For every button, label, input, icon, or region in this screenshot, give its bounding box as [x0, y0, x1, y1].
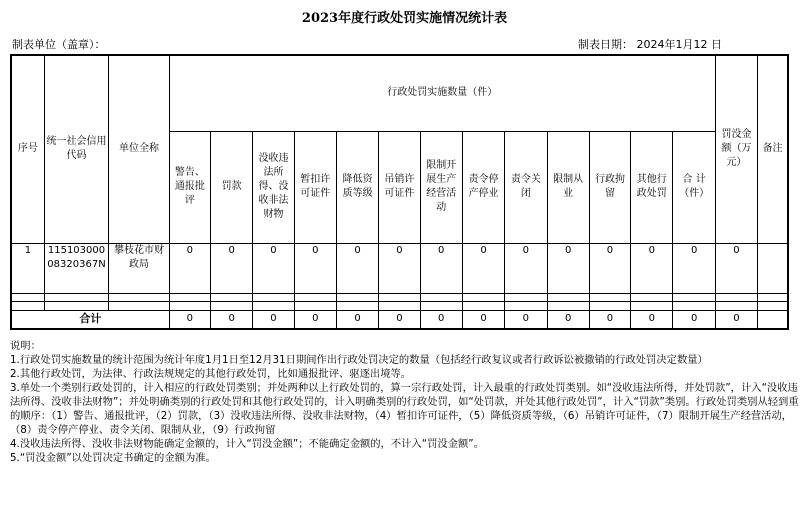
total-value: 0 — [505, 310, 547, 329]
page-title: 2023年度行政处罚实施情况统计表 — [301, 11, 508, 26]
header-confiscation: 罚没金额（万元） — [715, 55, 757, 243]
total-remark — [758, 310, 788, 329]
header-unit-name: 单位全称 — [109, 55, 169, 243]
total-value: 0 — [336, 310, 378, 329]
row-confiscation: 0 — [715, 243, 757, 293]
row-value: 0 — [505, 243, 547, 293]
header-category: 降低资质等级 — [336, 131, 378, 243]
total-row — [11, 310, 788, 329]
header-category: 限制开展生产经营活动 — [420, 131, 462, 243]
row-seq: 1 — [11, 243, 44, 293]
header-category: 责令停产停业 — [462, 131, 504, 243]
header-category: 限制从业 — [547, 131, 589, 243]
notes-section — [10, 339, 802, 465]
total-value: 0 — [462, 310, 504, 329]
note-item: 5.“罚没金额”以处罚决定书确定的金额为准。 — [10, 452, 216, 464]
total-confiscation: 0 — [715, 310, 757, 329]
row-value: 0 — [589, 243, 630, 293]
header-row-group — [11, 55, 788, 131]
total-value: 0 — [379, 310, 420, 329]
row-value: 0 — [462, 243, 504, 293]
total-label: 合计 — [11, 310, 169, 329]
row-remark — [758, 243, 788, 293]
header-category: 吊销许可证件 — [379, 131, 420, 243]
unit-label: 制表单位（盖章）： — [12, 38, 106, 51]
total-value: 0 — [631, 310, 673, 329]
row-value: 0 — [631, 243, 673, 293]
row-value: 0 — [420, 243, 462, 293]
row-value: 0 — [253, 243, 294, 293]
header-category: 行政拘留 — [589, 131, 630, 243]
table-row-empty — [11, 301, 788, 310]
header-penalty-count-group: 行政处罚实施数量（件） — [169, 55, 715, 131]
note-item: 2.其他行政处罚，为法律、行政法规规定的其他行政处罚，比如通报批评、驱逐出境等。 — [10, 368, 412, 380]
total-value: 0 — [211, 310, 253, 329]
note-item: 4.没收违法所得、没收非法财物能确定金额的，计入“罚没金额”；不能确定金额的，不计入“罚没金额”。 — [10, 438, 484, 450]
header-seq: 序号 — [11, 55, 44, 243]
total-value: 0 — [294, 310, 336, 329]
total-value: 0 — [673, 310, 715, 329]
row-unit-name: 攀枝花市财政局 — [109, 243, 169, 293]
table-row — [11, 243, 788, 293]
total-value: 0 — [169, 310, 210, 329]
header-category: 合 计（件） — [673, 131, 715, 243]
row-value: 0 — [294, 243, 336, 293]
row-value: 0 — [547, 243, 589, 293]
row-value: 0 — [336, 243, 378, 293]
header-credit-code: 统一社会信用代码 — [44, 55, 108, 243]
note-item: 3.单处一个类别行政处罚的，计入相应的行政处罚类别；并处两种以上行政处罚的，算一宗行政处罚，计入最重的行政处罚类别。如“没收违法所得，并处罚款”，计入“没收违法所得、没收非法财物”；并处明确类别的行政处罚和其他行政处罚的，计入明确类别的行政处罚，如“处罚款，并处其他行政处罚”，计入“罚款”类别。行政处罚类别从轻到重的顺序：（1）警告、通报批评，（2）罚款，（3）没收违法所得、没收非法财物，（4）暂扣许可证件，（5）降低资质等级，（6）吊销许可证件，（7）限制开展生产经营活动，（8）责令停产停业、责令关闭、限制从业，（9）行政拘留 — [10, 382, 799, 436]
row-credit-code: 11510300008320367N — [44, 243, 108, 293]
header-category: 没收违法所得、没收非法财物 — [253, 131, 294, 243]
header-category: 其他行政处罚 — [631, 131, 673, 243]
total-value: 0 — [420, 310, 462, 329]
row-value: 0 — [211, 243, 253, 293]
row-value: 0 — [673, 243, 715, 293]
row-value: 0 — [169, 243, 210, 293]
notes-heading: 说明： — [10, 340, 41, 352]
header-category: 暂扣许可证件 — [294, 131, 336, 243]
statistics-table — [10, 54, 789, 330]
total-value: 0 — [547, 310, 589, 329]
header-category: 责令关闭 — [505, 131, 547, 243]
note-item: 1.行政处罚实施数量的统计范围为统计年度1月1日至12月31日期间作出行政处罚决定的数量（包括经行政复议或者行政诉讼被撤销的行政处罚决定数量） — [10, 354, 708, 366]
total-value: 0 — [589, 310, 630, 329]
row-value: 0 — [379, 243, 420, 293]
table-row-empty — [11, 293, 788, 301]
header-category: 警告、通报批评 — [169, 131, 210, 243]
total-value: 0 — [253, 310, 294, 329]
header-remark: 备注 — [758, 55, 788, 243]
header-category: 罚款 — [211, 131, 253, 243]
date-label: 制表日期： 2024年1月12 日 — [578, 38, 722, 51]
